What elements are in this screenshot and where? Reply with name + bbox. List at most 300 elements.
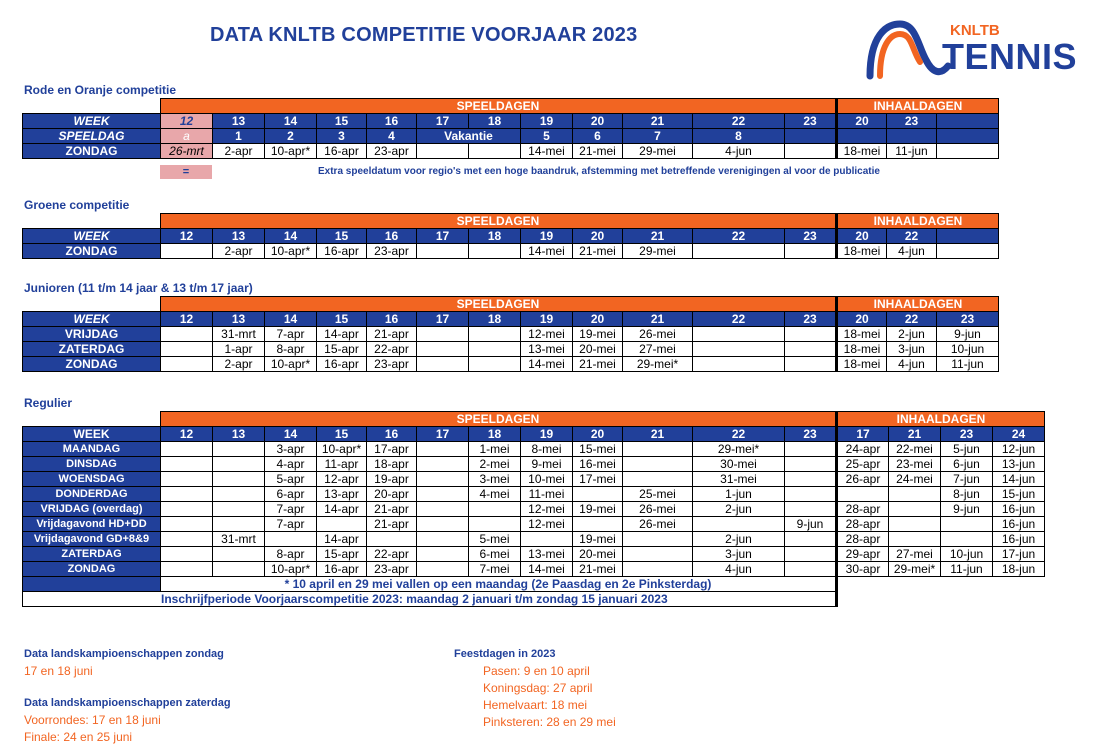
inhaal-date-cell: 13-jun xyxy=(993,457,1045,472)
table-groene xyxy=(22,213,999,259)
inhaal-date-cell: 29-mei* xyxy=(889,562,941,577)
inhaal-date-cell: 18-jun xyxy=(993,562,1045,577)
week-cell: 23 xyxy=(785,114,837,129)
week-cell: 15 xyxy=(317,229,367,244)
week-cell: 21 xyxy=(623,312,693,327)
date-cell: 15-mei xyxy=(573,442,623,457)
section-title-regulier: Regulier xyxy=(24,396,73,410)
week-cell: 22 xyxy=(693,427,785,442)
footnote: * 10 april en 29 mei vallen op een maandag (2e Paasdag en 2e Pinksterdag) xyxy=(161,577,837,592)
row-label: ZATERDAG xyxy=(23,342,161,357)
inhaal-week-cell: 21 xyxy=(889,427,941,442)
footnote-spacer xyxy=(23,577,161,592)
logo-word: TENNIS xyxy=(942,36,1078,77)
date-cell: 6-apr xyxy=(265,487,317,502)
inhaal-week-cell xyxy=(937,114,999,129)
week-cell: 13 xyxy=(213,114,265,129)
inhaal-week-cell: 22 xyxy=(887,312,937,327)
inhaal-date-cell xyxy=(889,487,941,502)
date-cell: 25-mei xyxy=(623,487,693,502)
date-cell: 13-apr xyxy=(317,487,367,502)
speeldag-cell: 3 xyxy=(317,129,367,144)
table-regulier xyxy=(22,411,1045,607)
date-cell: 29-mei* xyxy=(693,442,785,457)
date-cell: 10-apr* xyxy=(317,442,367,457)
week-cell: 16 xyxy=(367,312,417,327)
date-cell xyxy=(213,487,265,502)
week-cell: 18 xyxy=(469,114,521,129)
inhaal-week-cell: 24 xyxy=(993,427,1045,442)
date-cell xyxy=(623,442,693,457)
row-label: WEEK xyxy=(23,229,161,244)
footer-line: 17 en 18 juni xyxy=(24,664,93,678)
row-label: ZONDAG xyxy=(23,357,161,372)
date-cell xyxy=(213,562,265,577)
registration-period: Inschrijfperiode Voorjaarscompetitie 2023: maandag 2 januari t/m zondag 15 januari 2023 xyxy=(23,592,837,607)
row-label: WEEK xyxy=(23,114,161,129)
week-cell: 21 xyxy=(623,427,693,442)
date-cell: 13-mei xyxy=(521,342,573,357)
week-cell: 18 xyxy=(469,427,521,442)
week-cell: 15 xyxy=(317,427,367,442)
date-cell: 7-mei xyxy=(469,562,521,577)
footer-heading: Data landskampioenschappen zondag xyxy=(24,648,224,660)
inhaal-date-cell: 18-mei xyxy=(837,357,887,372)
date-cell xyxy=(469,327,521,342)
date-cell xyxy=(161,502,213,517)
date-cell: 14-apr xyxy=(317,502,367,517)
footer-line: Pasen: 9 en 10 april xyxy=(483,664,590,678)
date-cell: 26-mrt xyxy=(161,144,213,159)
inhaal-date-cell: 29-apr xyxy=(837,547,889,562)
logo-kicker: KNLTB xyxy=(950,22,1000,39)
date-cell: 22-apr xyxy=(367,547,417,562)
date-cell: 20-mei xyxy=(573,547,623,562)
inhaal-date-cell: 11-jun xyxy=(887,144,937,159)
date-cell: 2-apr xyxy=(213,357,265,372)
week-cell: 22 xyxy=(693,312,785,327)
date-cell xyxy=(785,562,837,577)
inhaal-date-cell: 18-mei xyxy=(837,144,887,159)
row-label: DONDERDAG xyxy=(23,487,161,502)
date-cell: 16-mei xyxy=(573,457,623,472)
vakantie-cell: Vakantie xyxy=(417,129,521,144)
footer-line: Finale: 24 en 25 juni xyxy=(24,730,133,744)
week-cell: 20 xyxy=(573,312,623,327)
date-cell: 1-mei xyxy=(469,442,521,457)
date-cell: 1-jun xyxy=(693,487,785,502)
row-label: SPEELDAG xyxy=(23,129,161,144)
date-cell xyxy=(785,327,837,342)
date-cell xyxy=(213,457,265,472)
week-cell: 17 xyxy=(417,312,469,327)
row-label: Vrijdagavond HD+DD xyxy=(23,517,161,532)
date-cell xyxy=(213,472,265,487)
date-cell: 2-apr xyxy=(213,244,265,259)
date-cell: 14-mei xyxy=(521,144,573,159)
inhaal-date-cell: 10-jun xyxy=(937,342,999,357)
note-text: Extra speeldatum voor regio's met een hoge baandruk, afstemming met betreffende verenigingen al voor de publicatie xyxy=(318,166,880,177)
date-cell: 29-mei xyxy=(623,244,693,259)
week-cell: 15 xyxy=(317,312,367,327)
row-label: ZONDAG xyxy=(23,562,161,577)
date-cell: 19-mei xyxy=(573,327,623,342)
date-cell xyxy=(469,517,521,532)
date-cell xyxy=(785,472,837,487)
inhaal-date-cell: 17-jun xyxy=(993,547,1045,562)
date-cell xyxy=(785,342,837,357)
date-cell xyxy=(417,144,469,159)
inhaal-date-cell: 11-jun xyxy=(941,562,993,577)
date-cell: 21-apr xyxy=(367,502,417,517)
date-cell xyxy=(785,244,837,259)
date-cell xyxy=(623,532,693,547)
row-label: WEEK xyxy=(23,427,161,442)
inhaal-date-cell: 30-apr xyxy=(837,562,889,577)
week-cell: 18 xyxy=(469,229,521,244)
date-cell: 6-mei xyxy=(469,547,521,562)
inhaal-date-cell: 14-jun xyxy=(993,472,1045,487)
date-cell: 1-apr xyxy=(213,342,265,357)
footer-line: Koningsdag: 27 april xyxy=(483,681,593,695)
date-cell xyxy=(417,442,469,457)
date-cell: 12-mei xyxy=(521,517,573,532)
date-cell xyxy=(469,357,521,372)
date-cell: 5-apr xyxy=(265,472,317,487)
date-cell xyxy=(417,502,469,517)
date-cell xyxy=(417,457,469,472)
footer-heading: Data landskampioenschappen zaterdag xyxy=(24,697,231,709)
date-cell xyxy=(693,327,785,342)
inhaal-date-cell xyxy=(937,244,999,259)
date-cell xyxy=(785,487,837,502)
date-cell xyxy=(417,517,469,532)
date-cell xyxy=(417,547,469,562)
date-cell: 16-apr xyxy=(317,357,367,372)
inhaal-date-cell: 16-jun xyxy=(993,517,1045,532)
week-cell: 23 xyxy=(785,427,837,442)
date-cell xyxy=(469,144,521,159)
date-cell: 29-mei xyxy=(623,144,693,159)
date-cell: 4-apr xyxy=(265,457,317,472)
date-cell: 20-mei xyxy=(573,342,623,357)
date-cell: 7-apr xyxy=(265,327,317,342)
inhaal-week-cell: 23 xyxy=(941,427,993,442)
table-row xyxy=(23,472,1045,487)
inhaal-date-cell xyxy=(889,517,941,532)
speeldag-cell: 4 xyxy=(367,129,417,144)
date-cell xyxy=(417,244,469,259)
inhaal-date-cell: 15-jun xyxy=(993,487,1045,502)
inhaaldagen-header: INHAALDAGEN xyxy=(837,99,999,114)
inhaal-date-cell xyxy=(937,144,999,159)
date-cell: 11-apr xyxy=(317,457,367,472)
date-cell: 2-jun xyxy=(693,502,785,517)
inhaal-date-cell: 23-mei xyxy=(889,457,941,472)
date-cell: 4-jun xyxy=(693,562,785,577)
week-cell: 12 xyxy=(161,427,213,442)
row-label: ZONDAG xyxy=(23,144,161,159)
date-cell xyxy=(367,532,417,547)
speeldag-cell: 7 xyxy=(623,129,693,144)
table-junioren xyxy=(22,296,999,372)
inhaal-date-cell: 24-mei xyxy=(889,472,941,487)
inhaaldagen-header: INHAALDAGEN xyxy=(837,412,1045,427)
date-cell: 13-mei xyxy=(521,547,573,562)
date-cell: 31-mrt xyxy=(213,327,265,342)
footer-col-2 xyxy=(454,646,616,731)
date-cell: 21-mei xyxy=(573,562,623,577)
inhaal-week-cell: 23 xyxy=(937,312,999,327)
date-cell: 19-mei xyxy=(573,532,623,547)
inhaal-date-cell: 6-jun xyxy=(941,457,993,472)
week-cell: 19 xyxy=(521,114,573,129)
week-cell: 17 xyxy=(417,229,469,244)
inhaal-date-cell: 2-jun xyxy=(887,327,937,342)
week-cell: 19 xyxy=(521,427,573,442)
date-cell xyxy=(785,457,837,472)
table-row xyxy=(23,547,1045,562)
inhaal-date-cell: 28-apr xyxy=(837,517,889,532)
inhaal-date-cell: 25-apr xyxy=(837,457,889,472)
date-cell: 10-apr* xyxy=(265,357,317,372)
week-cell: 21 xyxy=(623,114,693,129)
inhaal-date-cell xyxy=(889,532,941,547)
footer-line: Hemelvaart: 18 mei xyxy=(483,698,588,712)
inhaal-date-cell xyxy=(941,517,993,532)
inhaal-date-cell: 27-mei xyxy=(889,547,941,562)
date-cell xyxy=(785,547,837,562)
date-cell xyxy=(785,502,837,517)
speeldag-cell: a xyxy=(161,129,213,144)
date-cell xyxy=(213,442,265,457)
date-cell xyxy=(417,327,469,342)
week-cell: 19 xyxy=(521,229,573,244)
inhaal-cell xyxy=(887,129,937,144)
date-cell xyxy=(161,442,213,457)
date-cell: 10-apr* xyxy=(265,144,317,159)
date-cell: 8-apr xyxy=(265,547,317,562)
speeldagen-header: SPEELDAGEN xyxy=(161,412,837,427)
date-cell: 12-apr xyxy=(317,472,367,487)
inhaal-date-cell: 9-jun xyxy=(941,502,993,517)
date-cell xyxy=(161,517,213,532)
date-cell: 10-apr* xyxy=(265,244,317,259)
date-cell: 23-apr xyxy=(367,357,417,372)
week-cell: 15 xyxy=(317,114,367,129)
date-cell: 21-mei xyxy=(573,244,623,259)
row-label: ZONDAG xyxy=(23,244,161,259)
date-cell: 14-mei xyxy=(521,562,573,577)
date-cell xyxy=(417,472,469,487)
inhaal-date-cell: 9-jun xyxy=(937,327,999,342)
inhaal-week-cell: 20 xyxy=(837,229,887,244)
date-cell: 17-mei xyxy=(573,472,623,487)
date-cell xyxy=(521,532,573,547)
date-cell xyxy=(161,342,213,357)
inhaal-cell xyxy=(837,129,887,144)
week-cell: 17 xyxy=(417,427,469,442)
date-cell xyxy=(693,357,785,372)
date-cell: 9-mei xyxy=(521,457,573,472)
inhaal-week-cell: 20 xyxy=(837,114,887,129)
table-row xyxy=(23,532,1045,547)
week-cell: 12 xyxy=(161,312,213,327)
inhaal-week-cell xyxy=(937,229,999,244)
date-cell: 15-apr xyxy=(317,547,367,562)
week-cell: 16 xyxy=(367,229,417,244)
date-cell: 23-apr xyxy=(367,144,417,159)
date-cell: 12-mei xyxy=(521,502,573,517)
week-cell: 22 xyxy=(693,114,785,129)
date-cell: 9-jun xyxy=(785,517,837,532)
section-title-groene: Groene competitie xyxy=(24,198,130,212)
inhaal-date-cell: 3-jun xyxy=(887,342,937,357)
row-label: VRIJDAG xyxy=(23,327,161,342)
row-label: WOENSDAG xyxy=(23,472,161,487)
date-cell xyxy=(469,342,521,357)
table-row xyxy=(23,502,1045,517)
date-cell: 2-jun xyxy=(693,532,785,547)
inhaal-date-cell: 4-jun xyxy=(887,357,937,372)
inhaal-date-cell: 11-jun xyxy=(937,357,999,372)
date-cell: 10-apr* xyxy=(265,562,317,577)
row-label: DINSDAG xyxy=(23,457,161,472)
inhaal-date-cell: 22-mei xyxy=(889,442,941,457)
week-cell: 14 xyxy=(265,312,317,327)
date-cell xyxy=(317,517,367,532)
date-cell xyxy=(573,517,623,532)
inhaal-date-cell xyxy=(837,487,889,502)
week-cell: 16 xyxy=(367,114,417,129)
date-cell xyxy=(161,472,213,487)
inhaal-date-cell xyxy=(889,502,941,517)
inhaal-date-cell: 12-jun xyxy=(993,442,1045,457)
date-cell: 8-apr xyxy=(265,342,317,357)
date-cell xyxy=(623,457,693,472)
date-cell: 7-apr xyxy=(265,502,317,517)
week-row xyxy=(23,427,1045,442)
week-cell: 13 xyxy=(213,312,265,327)
date-cell xyxy=(693,342,785,357)
row-label: MAANDAG xyxy=(23,442,161,457)
inhaal-week-cell: 17 xyxy=(837,427,889,442)
inhaal-date-cell: 18-mei xyxy=(837,342,887,357)
inhaal-week-cell: 23 xyxy=(887,114,937,129)
week-cell: 20 xyxy=(573,114,623,129)
week-cell: 14 xyxy=(265,427,317,442)
speeldag-cell xyxy=(785,129,837,144)
date-cell: 23-apr xyxy=(367,562,417,577)
date-cell: 19-mei xyxy=(573,502,623,517)
date-cell xyxy=(161,562,213,577)
date-cell: 19-apr xyxy=(367,472,417,487)
date-cell xyxy=(785,144,837,159)
week-cell: 20 xyxy=(573,229,623,244)
week-cell: 21 xyxy=(623,229,693,244)
date-cell: 21-mei xyxy=(573,357,623,372)
footer-line: Voorrondes: 17 en 18 juni xyxy=(24,713,161,727)
inhaal-week-cell: 20 xyxy=(837,312,887,327)
date-cell xyxy=(469,502,521,517)
week-cell: 12 xyxy=(161,229,213,244)
date-cell xyxy=(161,532,213,547)
table-row xyxy=(23,327,999,342)
inhaal-date-cell xyxy=(941,532,993,547)
date-cell xyxy=(213,502,265,517)
week-cell: 23 xyxy=(785,229,837,244)
section-title-junioren: Junioren (11 t/m 14 jaar & 13 t/m 17 jaar) xyxy=(24,281,253,295)
date-cell xyxy=(417,562,469,577)
date-cell: 2-apr xyxy=(213,144,265,159)
speeldag-cell: 5 xyxy=(521,129,573,144)
section-title-rode-oranje: Rode en Oranje competitie xyxy=(24,83,177,97)
table-row xyxy=(23,457,1045,472)
row-label: WEEK xyxy=(23,312,161,327)
table-row xyxy=(23,562,1045,577)
date-cell xyxy=(213,547,265,562)
date-cell: 30-mei xyxy=(693,457,785,472)
date-cell xyxy=(623,547,693,562)
date-cell xyxy=(417,357,469,372)
week-cell: 14 xyxy=(265,229,317,244)
date-cell: 3-apr xyxy=(265,442,317,457)
row-label: Vrijdagavond GD+8&9 xyxy=(23,532,161,547)
date-cell xyxy=(161,357,213,372)
inhaal-date-cell: 5-jun xyxy=(941,442,993,457)
date-cell: 16-apr xyxy=(317,562,367,577)
inhaal-date-cell: 24-apr xyxy=(837,442,889,457)
date-cell: 4-jun xyxy=(693,144,785,159)
date-cell: 22-apr xyxy=(367,342,417,357)
date-cell: 4-mei xyxy=(469,487,521,502)
date-cell xyxy=(469,244,521,259)
date-cell: 14-mei xyxy=(521,244,573,259)
date-cell: 18-apr xyxy=(367,457,417,472)
week-cell: 20 xyxy=(573,427,623,442)
date-cell: 21-apr xyxy=(367,517,417,532)
page-title: DATA KNLTB COMPETITIE VOORJAAR 2023 xyxy=(210,24,638,46)
date-cell xyxy=(785,532,837,547)
date-cell: 26-mei xyxy=(623,502,693,517)
footer-line: Pinksteren: 28 en 29 mei xyxy=(483,715,616,729)
date-cell: 15-apr xyxy=(317,342,367,357)
speeldag-cell: 2 xyxy=(265,129,317,144)
inhaal-date-cell: 10-jun xyxy=(941,547,993,562)
date-cell: 14-apr xyxy=(317,327,367,342)
date-cell: 23-apr xyxy=(367,244,417,259)
table-row xyxy=(23,342,999,357)
inhaal-date-cell: 16-jun xyxy=(993,502,1045,517)
week-cell: 19 xyxy=(521,312,573,327)
inhaal-date-cell: 18-mei xyxy=(837,327,887,342)
date-cell: 12-mei xyxy=(521,327,573,342)
week-cell: 18 xyxy=(469,312,521,327)
week-row xyxy=(23,312,999,327)
inhaal-date-cell: 26-apr xyxy=(837,472,889,487)
date-cell: 14-mei xyxy=(521,357,573,372)
speeldagen-header: SPEELDAGEN xyxy=(161,297,837,312)
speeldagen-header: SPEELDAGEN xyxy=(161,99,837,114)
inhaal-date-cell: 16-jun xyxy=(993,532,1045,547)
week-cell: 22 xyxy=(693,229,785,244)
week-cell: 13 xyxy=(213,427,265,442)
date-cell xyxy=(623,562,693,577)
inhaal-date-cell: 7-jun xyxy=(941,472,993,487)
table-row xyxy=(23,517,1045,532)
row-label: ZATERDAG xyxy=(23,547,161,562)
date-cell: 3-mei xyxy=(469,472,521,487)
